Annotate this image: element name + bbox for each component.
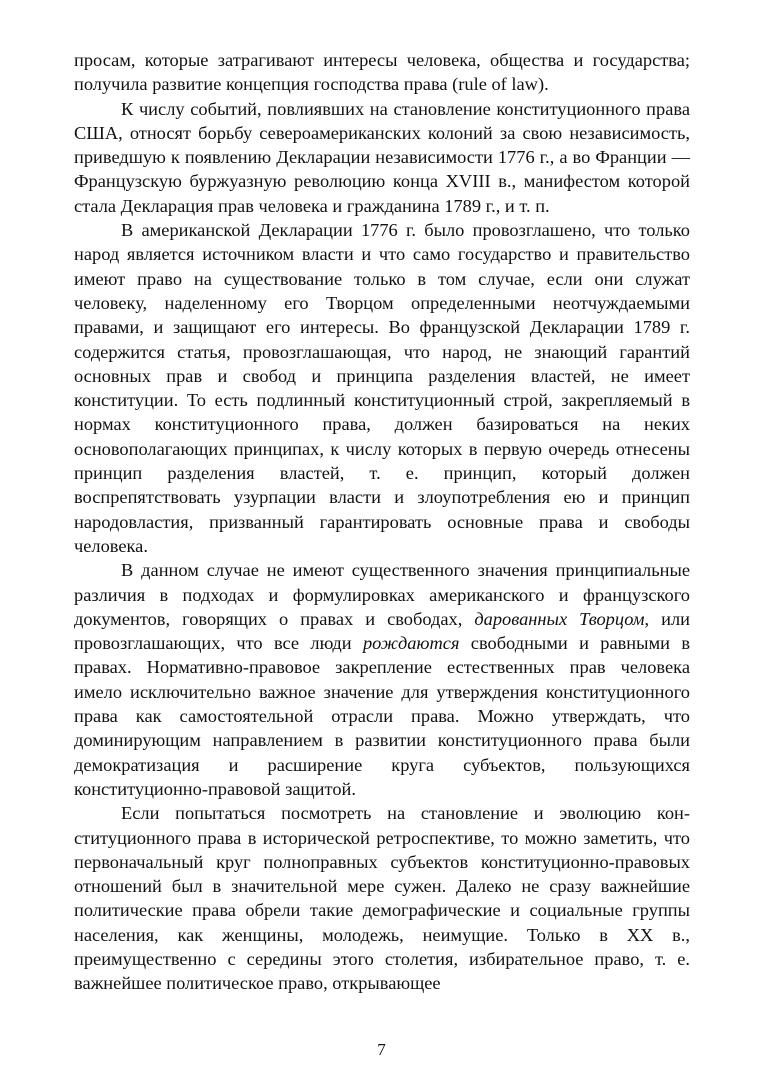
paragraph-4 (74, 558, 690, 801)
paragraph-3-text: В американской Декларации 1776 г. было провозглашено, что только народ является источником власти и что само государство и правительство имеют право на существование только в том случае, если они служат человеку, наделенному его Творцом определенными неотчуждаемыми правами, и защищают его интересы. Во французской Декларации 1789 г. содержится статья, провозглашающая, что народ, не знающий гарантий основных прав и свобод и принципа разделения властей, не имеет конституции. То есть подлинный конституционный строй, закрепляемый в нормах конституционного права, должен базироваться на неких основополагающих принципах, к числу которых в первую очередь отнесены принцип разделения властей, т. е. принцип, который должен воспрепятствовать узурпации власти и злоупотребления ею и принцип народовластия, призванный гарантировать основные права и свободы человека. (74, 220, 690, 556)
paragraph-4-italic-phrase-2: рождаются (362, 633, 460, 654)
paragraph-2 (74, 97, 690, 218)
paragraph-4-text-c: свободными и равными в правах. Нормативно-правовое закрепление естественных прав человека имело исключительно важное значение для утверждения конституционного права как самостоятельной отрасли права. Можно утверждать, что доминирующим направлением в развитии конституционного права были демократизация и расширение круга субъектов, пользующихся конституционно-правовой защитой. (74, 633, 691, 799)
paragraph-5 (74, 801, 690, 995)
paragraph-5-text: Если попытаться посмотреть на становление и эволюцию конституционного права в исторической ретроспективе, то можно заметить, что первоначальный круг полноправных субъектов конституционно-правовых отношений был в значительной мере сужен. Далеко не сразу важнейшие политические права обрели такие демографические и социальные группы населения, как женщины, молодежь, неимущие. Только в XX в., преимущественно с середины этого столетия, избирательное право, т. е. важнейшее политическое право, открывающее (74, 803, 690, 994)
page-number: 7 (377, 1040, 386, 1059)
paragraph-3 (74, 218, 690, 558)
paragraph-4-text-a: В данном случае не имеют существенного значения принципиальные различия в подходах и формулировках американского и французского документов, говорящих о правах и свободах, (74, 560, 690, 629)
paragraph-1 (74, 48, 690, 97)
paragraph-4-italic-phrase-1: дарованных Творцом (474, 608, 645, 629)
paragraph-1-text: просам, которые затрагивают интересы человека, общества и государства; получила развитие концепция господства права (rule of law). (74, 50, 690, 95)
paragraph-2-text: К числу событий, повлиявших на становление конституционного права США, относят борьбу североамериканских колоний за свою независимость, приведшую к появлению Декларации независимости 1776 г., а во Франции — Французскую буржуазную революцию конца XVIII в., манифестом которой стала Декларация прав человека и гражданина 1789 г., и т. п. (74, 98, 690, 216)
paragraph-4-text-b: , или провозглашающих, что все люди (74, 608, 691, 654)
document-page (74, 48, 690, 996)
